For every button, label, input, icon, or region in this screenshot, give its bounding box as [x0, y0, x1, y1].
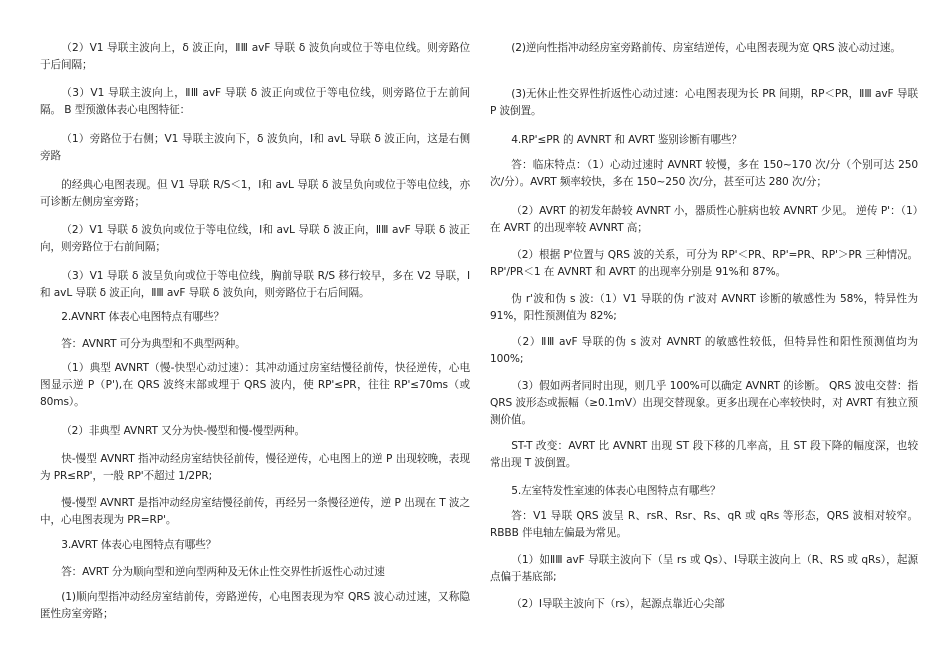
paragraph: 答：AVRT 分为顺向型和逆向型两种及无休止性交界性折返性心动过速 — [61, 566, 385, 578]
paragraph: （1）典型 AVNRT（慢-快型心动过速）：其冲动通过房室结慢径前传，快径逆传，心电图显示逆 P（P'),在 QRS 波终末部或埋于 QRS 波内，使 RP'≤PR，往往 RP'≤70ms（或 80ms）。 — [40, 362, 470, 409]
paragraph: ST-T 改变：AVRT 比 AVNRT 出现 ST 段下移的几率高，且 ST 段下降的幅度深，也较常出现 T 波倒置。 — [490, 440, 918, 470]
paragraph: （2）AVRT 的初发年龄较 AVNRT 小，器质性心脏病也较 AVNRT 少见。 逆传 P'：（1）在 AVRT 的出现率较 AVNRT 高； — [490, 205, 918, 235]
paragraph: （2）Ⅰ导联主波向下（rs），起源点靠近心尖部 — [511, 598, 725, 610]
paragraph: （1）如ⅡⅢ avF 导联主波向下（呈 rs 或 Qs）、Ⅰ导联主波向上（R、RS 或 qRs），起源点偏于基底部; — [490, 554, 918, 584]
paragraph: (2)逆向性指冲动经房室旁路前传、房室结逆传，心电图表现为宽 QRS 波心动过速。 — [511, 42, 901, 54]
paragraph: (3)无休止性交界性折返性心动过速：心电图表现为长 PR 间期，RP＜PR，ⅡⅢ avF 导联 P 波倒置。 — [490, 88, 918, 118]
paragraph: （3）V1 导联 δ 波呈负向或位于等电位线，胸前导联 R/S 移行较早，多在 V2 导联，Ⅰ和 avL 导联 δ 波正向，ⅡⅢ avF 导联 δ 波负向，则旁路位于右后间隔。 — [40, 270, 470, 300]
paragraph: （3）V1 导联主波向上，ⅡⅢ avF 导联 δ 波正向或位于等电位线，则旁路位于左前间隔。 B 型预激体表心电图特征： — [40, 87, 470, 117]
paragraph: 伪 r'波和伪 s 波:（1）V1 导联的伪 r'波对 AVNRT 诊断的敏感性为 58%，特异性为 91%，阳性预测值为 82%; — [490, 293, 918, 323]
paragraph: (1)顺向型指冲动经房室结前传，旁路逆传，心电图表现为窄 QRS 波心动过速，又称隐匿性房室旁路； — [40, 591, 470, 621]
paragraph: （2）非典型 AVNRT 又分为快-慢型和慢-慢型两种。 — [61, 425, 305, 437]
paragraph: 答：V1 导联 QRS 波呈 R、rsR、Rsr、Rs、qR 或 qRs 等形态，QRS 波相对较窄。RBBB 伴电轴左偏最为常见。 — [490, 510, 918, 540]
paragraph: 的经典心电图表现。但 V1 导联 R/S＜1，Ⅰ和 avL 导联 δ 波呈负向或位于等电位线，亦可诊断左侧房室旁路； — [40, 179, 470, 209]
paragraph: 快-慢型 AVNRT 指冲动经房室结快径前传，慢径逆传，心电图上的逆 P 出现较晚，表现为 PR≤RP'，一般 RP'不超过 1/2PR; — [40, 453, 470, 483]
section-heading: 4.RP'≤PR 的 AVNRT 和 AVRT 鉴别诊断有哪些？ — [511, 134, 742, 146]
paragraph: （2）ⅡⅢ avF 导联的伪 s 波对 AVNRT 的敏感性较低，但特异性和阳性预测值均为 100%; — [490, 336, 918, 366]
paragraph: 慢-慢型 AVNRT 是指冲动经房室结慢径前传，再经另一条慢径逆传，逆 P 出现在 T 波之中，心电图表现为 PR=RP'。 — [40, 497, 470, 527]
section-heading: 3.AVRT 体表心电图特点有哪些？ — [61, 539, 217, 551]
paragraph: （2）V1 导联 δ 波负向或位于等电位线，Ⅰ和 avL 导联 δ 波正向，ⅡⅢ avF 导联 δ 波正向，则旁路位于右前间隔； — [40, 224, 470, 254]
paragraph: （2）V1 导联主波向上，δ 波正向，ⅡⅢ avF 导联 δ 波负向或位于等电位线。则旁路位于后间隔； — [40, 42, 470, 72]
paragraph: （3）假如两者同时出现，则几乎 100%可以确定 AVNRT 的诊断。 QRS 波电交替：指 QRS 波形态或振幅（≥0.1mV）出现交替现象。更多出现在心率较快时，对 AVRT 有独立预测价值。 — [490, 380, 918, 427]
section-heading: 5.左室特发性室速的体表心电图特点有哪些？ — [511, 485, 721, 497]
section-heading: 2.AVNRT 体表心电图特点有哪些？ — [61, 311, 225, 323]
paragraph: 答：临床特点：（1）心动过速时 AVNRT 较慢，多在 150~170 次/分（个别可达 250 次/分）。AVRT 频率较快，多在 150~250 次/分，甚至可达 280 次/分； — [490, 159, 918, 189]
paragraph: （1）旁路位于右侧；V1 导联主波向下，δ 波负向，Ⅰ和 avL 导联 δ 波正向，这是右侧旁路 — [40, 133, 470, 163]
paragraph: 答：AVNRT 可分为典型和不典型两种。 — [61, 338, 246, 350]
paragraph: （2）根据 P'位置与 QRS 波的关系，可分为 RP'＜PR、RP'=PR、RP'＞PR 三种情况。RP'/PR＜1 在 AVNRT 和 AVRT 的出现率分别是 91%和 87%。 — [490, 249, 918, 279]
